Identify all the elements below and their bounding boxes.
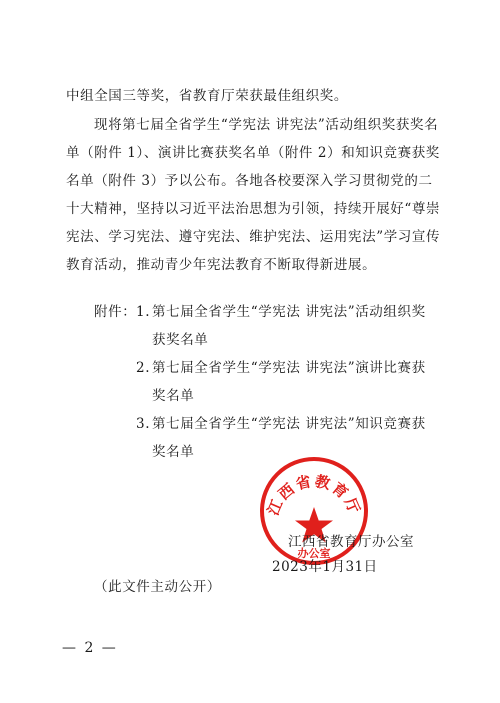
attachment-label: 附件： bbox=[94, 304, 137, 320]
attachment-1-number: 1. bbox=[136, 304, 151, 320]
body-line-2: 现将第七届全省学生“学宪法 讲宪法”活动组织奖获奖名 bbox=[94, 117, 439, 133]
body-line-7: 教育活动，推动青少年宪法教育不断取得新进展。 bbox=[66, 257, 377, 273]
attachment-2-title: 第七届全省学生“学宪法 讲宪法”演讲比赛获 bbox=[152, 360, 426, 376]
page-number: — 2 — bbox=[62, 640, 118, 656]
attachment-1-title-cont: 获奖名单 bbox=[152, 332, 209, 348]
disclosure-note: （此文件主动公开） bbox=[94, 579, 221, 595]
issue-date: 2023年1月31日 bbox=[272, 559, 378, 575]
body-line-5: 十大精神，坚持以习近平法治思想为引领，持续开展好“尊崇 bbox=[66, 201, 441, 217]
attachment-2-number: 2. bbox=[136, 360, 151, 376]
issuing-office: 江西省教育厅办公室 bbox=[288, 534, 414, 550]
body-line-3: 单（附件 1）、演讲比赛获奖名单（附件 2）和知识竞赛获奖 bbox=[66, 145, 440, 161]
official-seal bbox=[258, 455, 370, 567]
attachment-3-title-cont: 奖名单 bbox=[152, 444, 195, 460]
svg-text:办公室: 办公室 bbox=[297, 547, 331, 560]
body-line-1: 中组全国三等奖，省教育厅荣获最佳组织奖。 bbox=[66, 88, 348, 104]
attachment-3-number: 3. bbox=[136, 416, 151, 432]
body-line-4: 名单（附件 3）予以公布。各地各校要深入学习贯彻党的二 bbox=[66, 173, 433, 189]
attachment-1-title: 第七届全省学生“学宪法 讲宪法”活动组织奖 bbox=[152, 304, 426, 320]
attachment-3-title: 第七届全省学生“学宪法 讲宪法”知识竞赛获 bbox=[152, 416, 426, 432]
svg-text:江西省教育厅: 江西省教育厅 bbox=[263, 471, 365, 519]
attachment-2-title-cont: 奖名单 bbox=[152, 388, 195, 404]
body-line-6: 宪法、学习宪法、遵守宪法、维护宪法、运用宪法”学习宣传 bbox=[66, 229, 441, 245]
